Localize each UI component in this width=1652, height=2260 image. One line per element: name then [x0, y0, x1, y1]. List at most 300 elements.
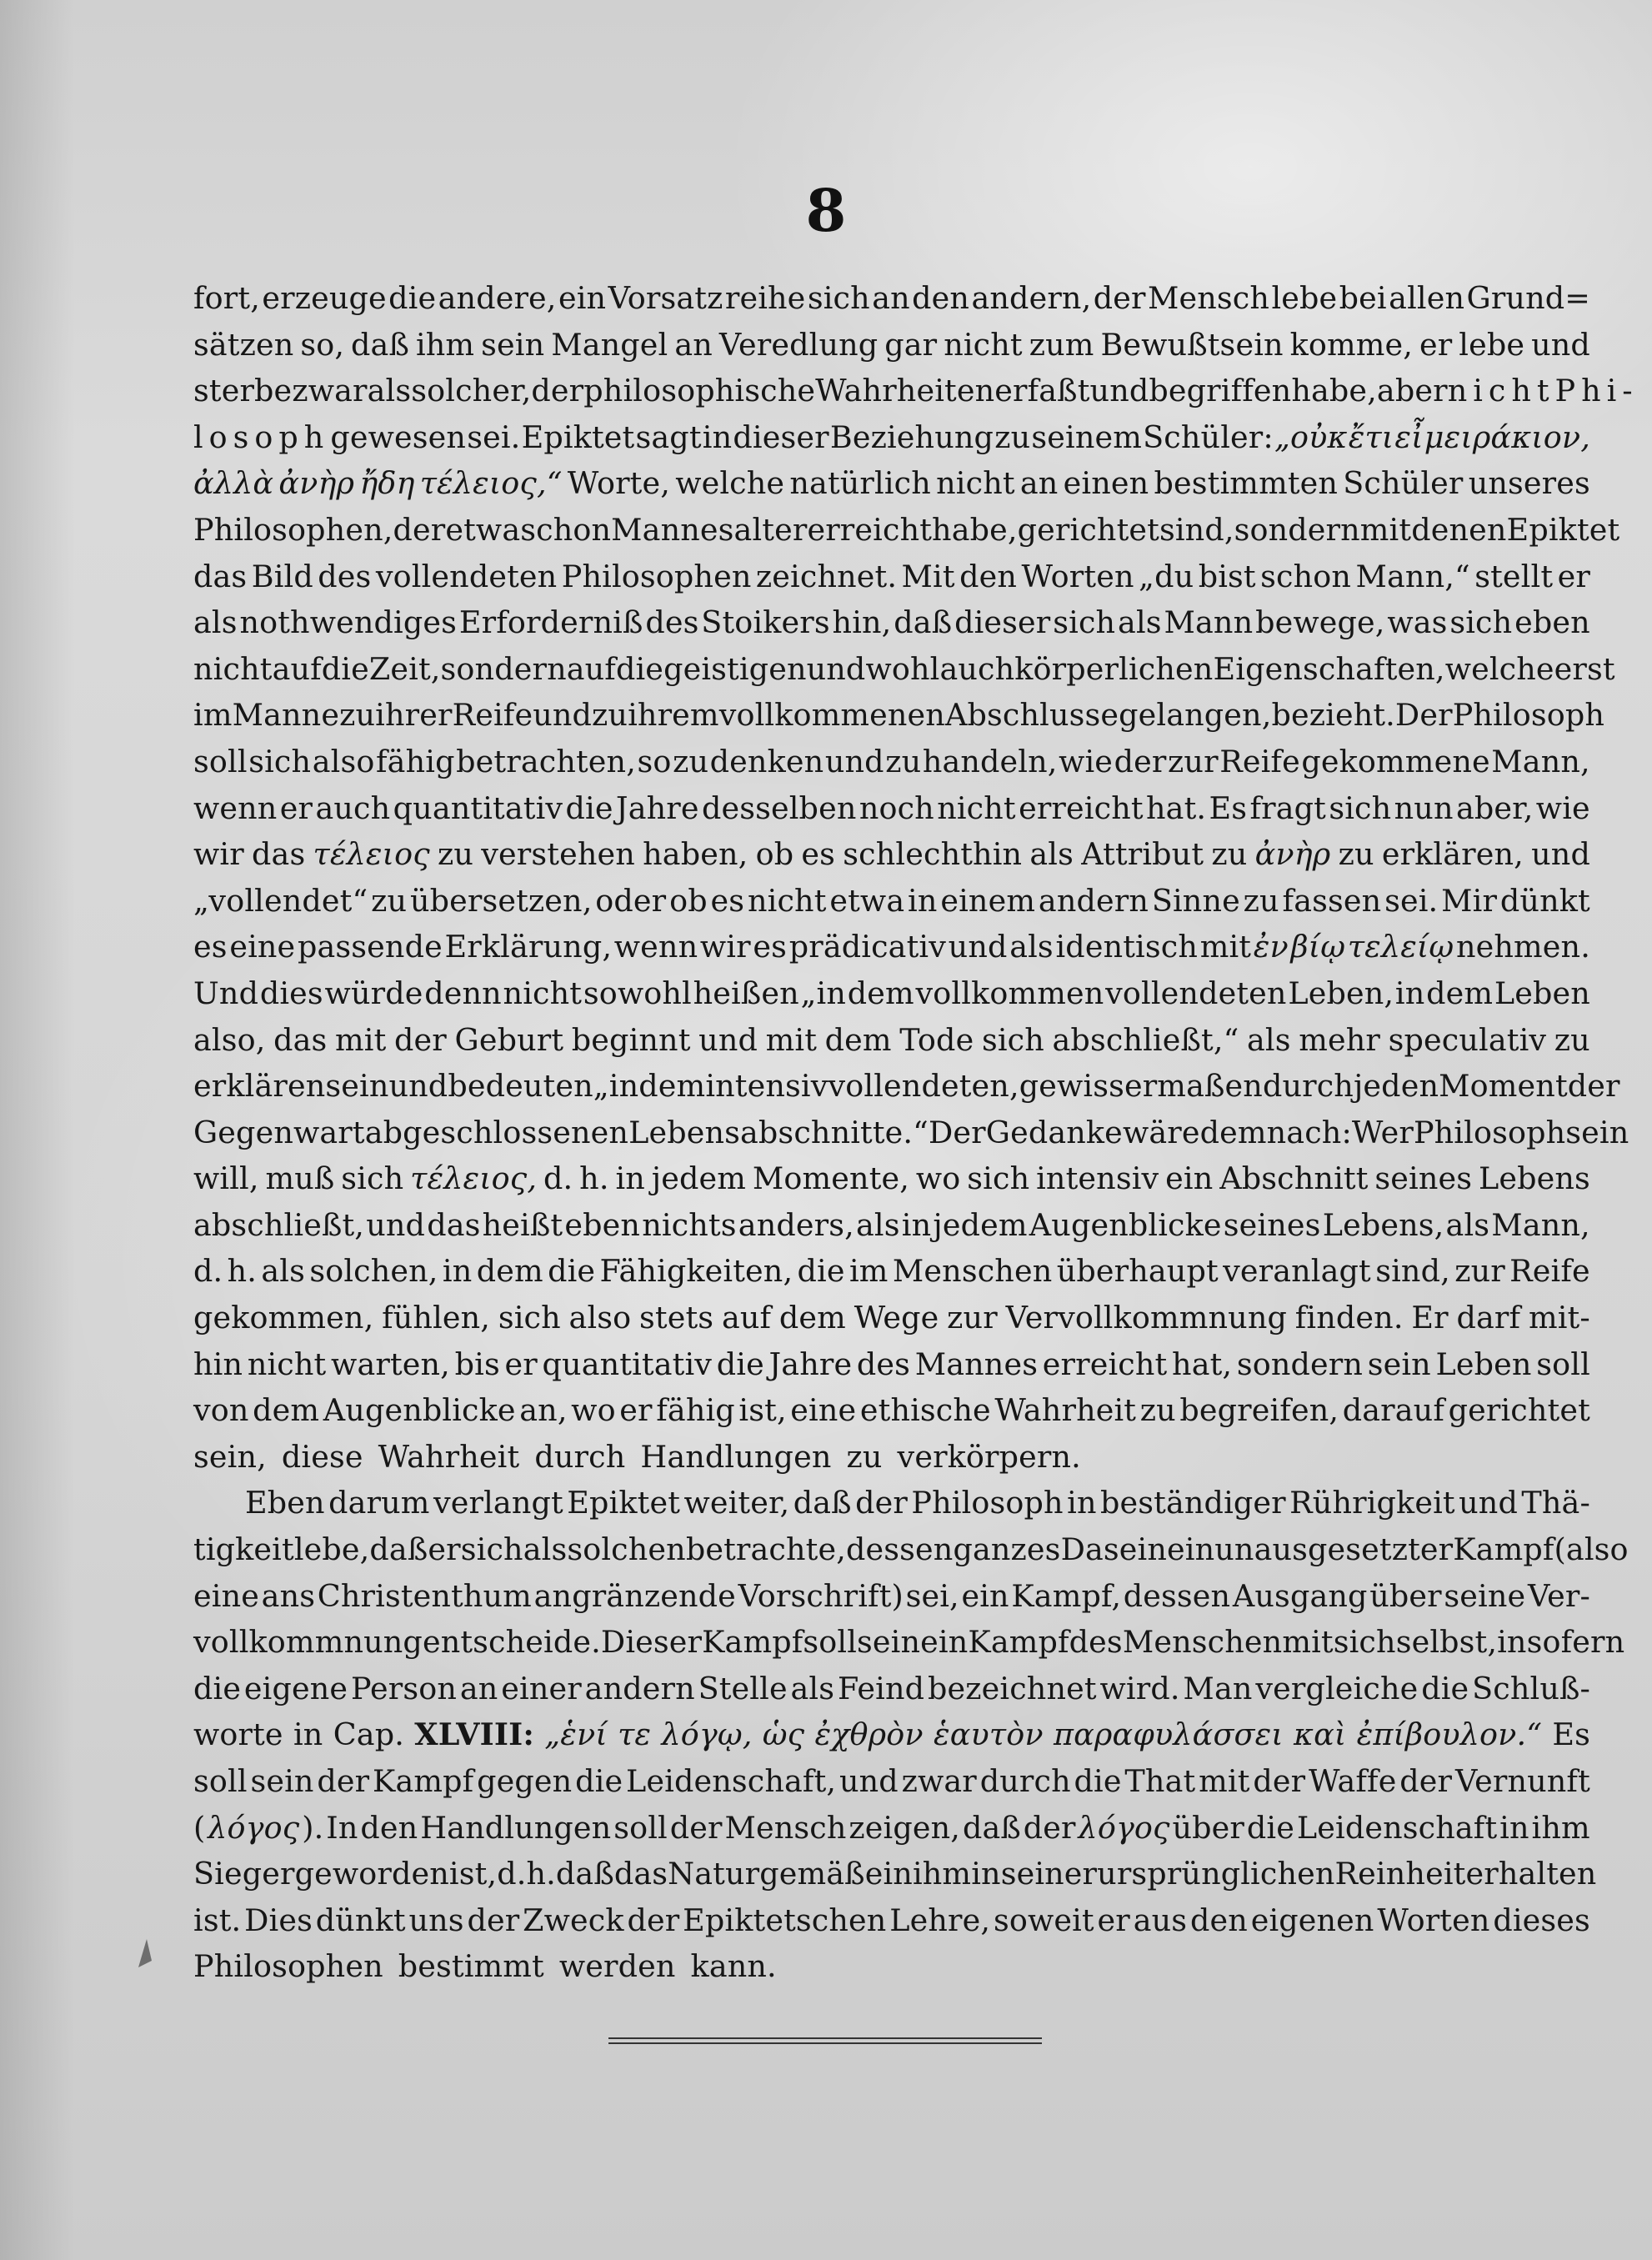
- text-word: Philosoph: [1413, 1114, 1566, 1150]
- text-word: andern: [584, 1670, 695, 1706]
- text-word: übersetzen,: [409, 882, 593, 919]
- text-word: das: [273, 1021, 328, 1058]
- text-word: will,: [193, 1160, 259, 1197]
- text-word: daß: [369, 1531, 428, 1568]
- text-word: in: [883, 1856, 913, 1892]
- text-word: sondern: [440, 650, 567, 687]
- text-word: Menschen: [1122, 1624, 1283, 1661]
- text-word: weiter,: [683, 1485, 790, 1521]
- text-word: „in: [593, 1068, 639, 1105]
- text-line: [193, 1434, 1590, 1481]
- text-word: der: [855, 1485, 908, 1521]
- text-word: Dies: [244, 1902, 313, 1938]
- text-word: wenn: [193, 789, 278, 826]
- text-word: dies: [259, 975, 323, 1011]
- text-word: an: [674, 326, 713, 363]
- text-word: wohl: [865, 650, 940, 687]
- text-line: [193, 414, 1590, 461]
- text-line: [193, 878, 1590, 925]
- text-word: Rührigkeit: [1289, 1485, 1455, 1521]
- text-word: heißen: [693, 975, 799, 1011]
- text-word: und: [1459, 1485, 1518, 1521]
- text-word: und: [806, 650, 866, 687]
- text-word: sterbe: [193, 373, 293, 409]
- text-word: Bild: [251, 558, 313, 594]
- text-word: (also: [1554, 1531, 1629, 1568]
- text-word: soll: [1536, 1345, 1590, 1382]
- text-word: Jahre: [768, 1345, 853, 1382]
- text-word: Man: [1183, 1670, 1253, 1706]
- text-word: ihm: [1531, 1809, 1590, 1846]
- text-word: werden: [558, 1948, 676, 1985]
- text-word: ἀνὴρ: [1254, 836, 1331, 873]
- text-word: die: [548, 1253, 596, 1290]
- text-word: Momente,: [752, 1160, 910, 1197]
- text-line: [193, 1155, 1590, 1202]
- text-word: die: [193, 1670, 242, 1706]
- text-word: das: [252, 836, 306, 873]
- text-word: dem: [778, 1300, 846, 1336]
- text-word: in: [1394, 975, 1425, 1011]
- text-word: Philosoph: [1452, 697, 1605, 734]
- text-word: wie: [1059, 743, 1114, 779]
- text-word: intensiv: [705, 1068, 829, 1105]
- text-word: quantitativ: [393, 789, 563, 826]
- text-word: begreifen,: [1179, 1392, 1339, 1429]
- text-word: Sinne: [1151, 882, 1240, 919]
- margin-mark-icon: [135, 1936, 160, 1969]
- text-word: die: [1421, 1670, 1469, 1706]
- text-word: μειράκιον,: [1424, 418, 1590, 455]
- text-word: zu: [885, 743, 922, 779]
- text-word: Wege: [854, 1300, 939, 1336]
- text-word: sein: [1565, 1114, 1629, 1150]
- text-word: sich: [341, 1160, 404, 1197]
- text-word: Mann,: [1491, 1206, 1590, 1243]
- text-word: λόγῳ,: [661, 1716, 753, 1753]
- text-word: auch: [939, 650, 1015, 687]
- text-word: sein: [250, 1763, 314, 1799]
- text-word: der: [669, 1809, 723, 1846]
- text-word: überhaupt: [1056, 1253, 1219, 1290]
- text-word: nothwendiges: [239, 604, 457, 641]
- text-word: hat,: [1172, 1345, 1233, 1382]
- text-word: soll: [613, 1809, 668, 1846]
- text-word: Person: [350, 1670, 458, 1706]
- text-word: fähig: [656, 1392, 735, 1429]
- text-word: gerichtet: [1017, 511, 1159, 548]
- text-word: nicht: [1447, 373, 1555, 409]
- binding-shadow: [0, 0, 75, 2260]
- text-word: geworden: [294, 1856, 449, 1892]
- text-word: Wer: [1351, 1114, 1414, 1150]
- text-word: Moment: [1439, 1068, 1568, 1105]
- text-word: insofern: [1497, 1624, 1625, 1661]
- text-word: an: [872, 280, 910, 316]
- text-word: dem: [847, 975, 914, 1011]
- text-word: soll: [193, 1763, 248, 1799]
- text-word: der: [627, 1902, 680, 1938]
- text-word: mit: [1359, 511, 1412, 548]
- text-word: der: [1114, 743, 1167, 779]
- text-word: Reinheit: [1334, 1856, 1466, 1892]
- text-word: mit-: [1528, 1300, 1590, 1336]
- text-word: Mit: [901, 558, 955, 594]
- text-word: ἔτι: [1348, 418, 1394, 455]
- text-word: Kampf: [968, 1624, 1069, 1661]
- text-line: [193, 507, 1620, 554]
- text-line: [193, 1805, 1590, 1852]
- text-word: philosophische: [583, 373, 816, 409]
- text-word: in: [971, 1856, 1001, 1892]
- text-word: quantitativ: [542, 1345, 713, 1382]
- text-word: Feind: [837, 1670, 925, 1706]
- text-word: ἐπίβουλον.“: [1356, 1716, 1543, 1753]
- text-word: jeden: [1353, 1068, 1439, 1105]
- text-word: der: [1253, 1763, 1306, 1799]
- text-word: von: [193, 1392, 249, 1429]
- text-word: bestimmt: [398, 1948, 544, 1985]
- text-word: beginnt: [571, 1021, 691, 1058]
- text-word: unseres: [1468, 465, 1590, 502]
- text-word: vollkommen: [915, 975, 1104, 1011]
- text-word: zu: [339, 697, 376, 734]
- text-word: seines: [1223, 1206, 1321, 1243]
- text-word: des: [645, 604, 699, 641]
- text-word: natürlich: [789, 465, 931, 502]
- text-word: schlechthin: [843, 836, 1023, 873]
- text-word: Mann: [1164, 604, 1254, 641]
- text-word: tigkeit: [193, 1531, 294, 1568]
- text-word: vollkommnung: [193, 1624, 423, 1661]
- text-word: worte: [193, 1716, 283, 1753]
- text-word: Christenthum: [317, 1577, 532, 1614]
- text-word: durch: [979, 1763, 1071, 1799]
- text-word: den: [912, 280, 970, 316]
- text-word: „οὐκ: [1274, 418, 1348, 455]
- text-word: seines: [1374, 1160, 1473, 1197]
- text-word: Mann,“: [1355, 558, 1470, 594]
- text-word: sich: [1329, 789, 1392, 826]
- text-word: d.: [543, 1160, 573, 1197]
- text-word: ursprünglichen: [1097, 1856, 1335, 1892]
- text-word: sagt: [635, 418, 702, 455]
- text-word: ob: [755, 836, 794, 873]
- text-word: erklären,: [1381, 836, 1524, 873]
- text-word: in: [442, 1253, 473, 1290]
- text-line: [193, 1017, 1590, 1064]
- text-word: zwar: [901, 1763, 977, 1799]
- text-word: erzeuge: [262, 280, 387, 316]
- text-word: ihm: [912, 1856, 972, 1892]
- text-word: als: [367, 373, 412, 409]
- text-word: jedem: [651, 1160, 747, 1197]
- text-word: fassen: [1282, 882, 1382, 919]
- text-word: eigene: [243, 1670, 348, 1706]
- text-word: Abschlusse: [944, 697, 1119, 734]
- text-word: sei,: [905, 1577, 959, 1614]
- text-word: dünkt: [315, 1902, 406, 1938]
- text-word: daß: [793, 1485, 852, 1521]
- text-word: ein: [920, 1624, 969, 1661]
- text-line: [193, 785, 1590, 832]
- text-word: komme,: [1289, 326, 1414, 363]
- text-word: sich: [981, 1021, 1044, 1058]
- text-word: gegen: [477, 1763, 573, 1799]
- text-word: die: [1246, 1809, 1294, 1846]
- text-word: Ausgang: [1232, 1577, 1368, 1614]
- text-word: verstehen: [481, 836, 635, 873]
- text-word: wenn: [613, 929, 698, 965]
- text-word: zu: [846, 1438, 883, 1475]
- text-word: „in: [800, 975, 847, 1011]
- text-word: erreicht: [807, 511, 933, 548]
- text-word: h.: [526, 1856, 556, 1892]
- text-word: abschließt,“: [1052, 1021, 1239, 1058]
- text-line: [193, 368, 1639, 414]
- text-word: zu: [1139, 1392, 1176, 1429]
- text-word: παραφυλάσσει: [1053, 1716, 1284, 1753]
- text-word: hin: [193, 1345, 243, 1382]
- text-line: [193, 739, 1590, 785]
- text-word: eigenen: [1250, 1902, 1374, 1938]
- text-word: denn: [424, 975, 502, 1011]
- page-number: 8: [805, 176, 847, 245]
- text-word: er: [619, 1392, 653, 1429]
- text-word: als: [1029, 836, 1074, 873]
- text-word: mit: [1199, 1763, 1250, 1799]
- text-line: [193, 1480, 1590, 1526]
- text-word: andern: [1038, 882, 1149, 919]
- text-word: In: [326, 1809, 358, 1846]
- text-word: so,: [300, 326, 345, 363]
- text-word: Lebensabschnitte.“: [628, 1114, 929, 1150]
- text-word: gekommen,: [193, 1300, 374, 1336]
- text-word: sei.: [1384, 882, 1439, 919]
- text-line: [193, 924, 1590, 970]
- text-word: Worten: [1377, 1902, 1490, 1938]
- text-word: jedem: [933, 1206, 1028, 1243]
- text-word: Vernunft: [1454, 1763, 1590, 1799]
- text-word: nicht: [944, 326, 1023, 363]
- text-word: Mensch: [1147, 280, 1270, 316]
- text-word: also: [568, 1300, 632, 1336]
- text-word: als: [1009, 929, 1054, 965]
- text-word: Es: [1552, 1716, 1590, 1753]
- text-word: die: [797, 1253, 845, 1290]
- text-word: darf: [1456, 1300, 1521, 1336]
- text-word: Schüler: [1343, 465, 1464, 502]
- text-word: stets: [639, 1300, 714, 1336]
- text-word: eine: [193, 1577, 259, 1614]
- text-word: betrachte,: [685, 1531, 847, 1568]
- text-word: vollendeten: [375, 558, 558, 594]
- text-word: nehmen.: [1455, 929, 1590, 965]
- text-word: wird.: [1099, 1670, 1180, 1706]
- text-word: sich: [248, 743, 312, 779]
- text-word: losoph: [193, 418, 330, 455]
- text-word: sein: [857, 1624, 921, 1661]
- text-word: wäre: [1122, 1114, 1200, 1150]
- text-word: und: [839, 1763, 899, 1799]
- text-word: Cap.: [333, 1716, 404, 1753]
- text-word: βίῳ: [1290, 929, 1346, 965]
- text-word: ethische: [859, 1392, 991, 1429]
- text-line: [193, 1248, 1590, 1295]
- text-line: [193, 1202, 1590, 1249]
- text-word: mit: [1282, 1624, 1334, 1661]
- text-word: angränzende: [533, 1577, 736, 1614]
- text-word: ein: [558, 280, 607, 316]
- text-word: τέλειος,“: [419, 465, 563, 502]
- text-word: identisch: [1055, 929, 1199, 965]
- text-word: Vorschrift): [738, 1577, 904, 1614]
- text-word: τέλειος,: [410, 1160, 538, 1197]
- text-word: über: [1172, 1809, 1245, 1846]
- text-word: fragt: [1249, 789, 1326, 826]
- text-word: gewissermaßen: [1019, 1068, 1263, 1105]
- text-word: auch: [315, 789, 391, 826]
- text-word: zu: [592, 697, 628, 734]
- text-word: unausgesetzter: [1214, 1531, 1454, 1568]
- text-word: auf: [566, 650, 616, 687]
- text-word: vollendeten,: [828, 1068, 1019, 1105]
- text-word: zur: [1168, 743, 1219, 779]
- text-word: so: [637, 743, 672, 779]
- text-word: zu: [1211, 836, 1248, 873]
- text-word: dem: [253, 1392, 320, 1429]
- text-word: selbst,: [1395, 1624, 1498, 1661]
- text-word: Leben,: [1288, 975, 1394, 1011]
- text-word: gar: [884, 326, 938, 363]
- text-word: erklären: [193, 1068, 326, 1105]
- text-word: wo: [915, 1160, 961, 1197]
- text-word: erfaßt: [994, 373, 1090, 409]
- text-word: Thä-: [1521, 1485, 1590, 1521]
- text-word: bestimmten: [1154, 465, 1339, 502]
- text-word: etwa: [829, 882, 905, 919]
- text-word: als: [193, 604, 238, 641]
- text-word: Wahrheit: [378, 1438, 520, 1475]
- text-line: [193, 692, 1605, 739]
- text-word: er: [1097, 1902, 1130, 1938]
- text-word: ihm: [415, 326, 475, 363]
- text-word: anders,: [738, 1206, 854, 1243]
- text-word: Der: [1394, 697, 1453, 734]
- text-line: [193, 1573, 1590, 1620]
- text-word: Geburt: [454, 1021, 564, 1058]
- text-word: Kampf: [1453, 1531, 1554, 1568]
- text-word: mit: [335, 1021, 387, 1058]
- text-word: zu: [994, 418, 1031, 455]
- text-word: Und: [193, 975, 259, 1011]
- text-word: Manne: [232, 697, 340, 734]
- text-word: Reife: [452, 697, 533, 734]
- text-word: der: [317, 1763, 370, 1799]
- text-word: bezieht.: [1271, 697, 1395, 734]
- text-word: mit: [1199, 929, 1252, 965]
- text-word: finden.: [1294, 1300, 1404, 1336]
- text-word: fühlen,: [382, 1300, 491, 1336]
- text-word: und: [698, 1021, 758, 1058]
- text-word: Erforderniß: [458, 604, 643, 641]
- text-word: der: [394, 1021, 447, 1058]
- text-word: demnach:: [1199, 1114, 1352, 1150]
- text-word: dieser: [733, 418, 829, 455]
- text-word: seinem: [1031, 418, 1142, 455]
- text-word: uns: [408, 1902, 464, 1938]
- text-word: eben: [564, 1206, 641, 1243]
- text-word: speculativ: [1388, 1021, 1547, 1058]
- text-word: zeichnet.: [755, 558, 898, 594]
- text-word: ihrer: [375, 697, 453, 734]
- text-word: sein: [481, 326, 545, 363]
- text-word: Mir: [1441, 882, 1498, 919]
- text-word: XLVIII:: [414, 1716, 534, 1753]
- text-word: ganzes: [953, 1531, 1061, 1568]
- text-word: hin,: [832, 604, 892, 641]
- text-word: Phi-: [1554, 373, 1639, 409]
- text-word: verlangt: [433, 1485, 563, 1521]
- text-word: was: [1387, 604, 1448, 641]
- text-word: aber: [1376, 373, 1448, 409]
- text-word: und: [533, 697, 593, 734]
- text-word: noch: [859, 789, 934, 826]
- text-word: also,: [193, 1021, 266, 1058]
- text-word: Waffe: [1308, 1763, 1397, 1799]
- text-word: muß: [265, 1160, 335, 1197]
- text-word: sich: [967, 1160, 1030, 1197]
- text-word: der: [1093, 280, 1146, 316]
- text-word: Jahre: [615, 789, 699, 826]
- text-word: handeln,: [922, 743, 1058, 779]
- text-word: an,: [519, 1392, 568, 1429]
- text-word: h.: [227, 1253, 258, 1290]
- text-word: als: [856, 1206, 900, 1243]
- text-word: sowohl: [583, 975, 692, 1011]
- text-word: abschließt,: [193, 1206, 365, 1243]
- text-word: des: [856, 1345, 911, 1382]
- text-word: hat.: [1146, 789, 1207, 826]
- text-word: wie: [1535, 789, 1590, 826]
- text-word: es: [193, 929, 228, 965]
- text-word: auf: [721, 1300, 772, 1336]
- text-word: das: [613, 1856, 668, 1892]
- text-word: aus: [1133, 1902, 1188, 1938]
- text-word: schon: [1260, 558, 1352, 594]
- text-word: sind,: [1159, 511, 1234, 548]
- text-word: zu: [1338, 836, 1374, 873]
- text-word: erreicht: [1042, 1345, 1168, 1382]
- text-word: eben: [1514, 604, 1590, 641]
- text-word: in: [293, 1716, 323, 1753]
- text-word: also: [312, 743, 375, 779]
- text-word: ein: [961, 1577, 1009, 1614]
- text-word: nun: [1394, 789, 1454, 826]
- text-word: die: [575, 1763, 623, 1799]
- text-word: Mannesalter: [611, 511, 808, 548]
- text-word: der: [467, 1902, 520, 1938]
- text-word: Epiktet: [567, 1485, 681, 1521]
- text-word: soll: [193, 743, 248, 779]
- text-word: Veredlung: [718, 326, 879, 363]
- text-word: die: [321, 650, 369, 687]
- text-word: Augenblicke: [1029, 1206, 1222, 1243]
- text-word: habe,: [1291, 373, 1377, 409]
- text-word: lebe: [1459, 326, 1525, 363]
- text-word: Worte,: [567, 465, 670, 502]
- text-word: ihrem: [628, 697, 719, 734]
